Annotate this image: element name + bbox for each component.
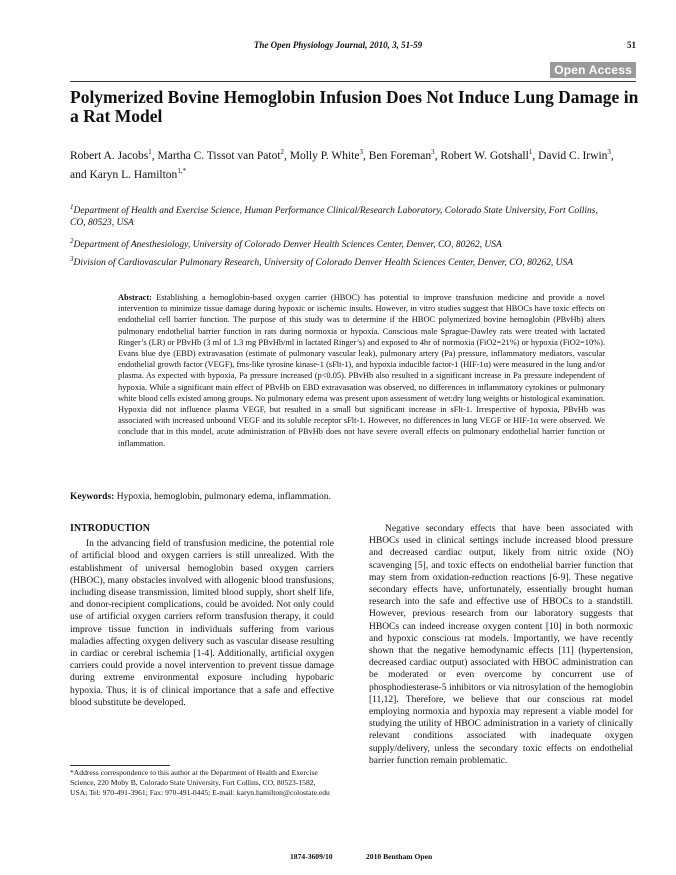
affiliation-2	[70, 235, 610, 251]
author: Ben Foreman	[368, 149, 432, 162]
paragraph: In the advancing field of transfusion medicine, the potential role of artificial blood and oxygen carriers is still unrealized. With the establishment of universal hemoglobin based oxygen carriers (HBOC), many obstacles involved with allogenic blood transfusions, including disease transmission, limited blood supply, short shelf life, and donor-recipient complications, could be avoided. Not only could use of artificial oxygen carriers reform transfusion therapy, it could improve tissue function in individuals suffering from various maladies affecting oxygen delivery such as vascular disease resulting in cardiac or cerebral ischemia [1-4]. Additionally, artificial oxygen carriers could provide a novel intervention to prevent tissue damage during extreme environmental exposure including hypobaric hypoxia. Thus, it is of clinical importance that a safe and effective blood substitute be developed.	[70, 539, 334, 708]
abstract-label: Abstract:	[118, 293, 152, 302]
author-affil-mark: 3	[431, 148, 435, 156]
footnote-rule	[70, 765, 170, 766]
paragraph: Negative secondary effects that have been associated with HBOCs used in clinical settings include increased blood pressure and decreased cardiac output, likely from nitric oxide (NO) scavenging [5], and toxic effects on endothelial barrier function that may stem from oxidation-reduction reactions [6-9]. These negative secondary effects have, unfortunately, essentially brought human research into the safe and effective use of HBOCs to a standstill. However, previous research from our laboratory suggests that HBOCs can indeed increase oxygen content [10] in both normoxic and hypoxic conscious rat models. Importantly, we have recently shown that the negative hemodynamic effects [11] (hypertension, decreased cardiac output) associated with HBOC administration can be moderated or even overcome by concurrent use of phosphodiesterase-5 inhibitors or via nitrosylation of the hemoglobin [11,12]. Therefore, we believe that our conscious rat model employing normoxia and hypoxia may represent a viable model for studying the utility of HBOC administration in a variety of clinically relevant conditions associated with inadequate oxygen supply/delivery, unless the secondary toxic effects on endothelial barrier function remain problematic.	[369, 524, 633, 766]
affiliation-1	[70, 201, 610, 229]
copyright: 2010 Bentham Open	[366, 852, 433, 861]
affiliation-mark: 3	[70, 255, 74, 263]
open-access-badge: Open Access	[550, 62, 636, 78]
author: Karyn L. Hamilton	[89, 168, 178, 181]
keywords	[70, 492, 630, 502]
keywords-label: Keywords:	[70, 492, 115, 502]
header-rule	[70, 81, 636, 82]
abstract-text: Establishing a hemoglobin-based oxygen carrier (HBOC) has potential to improve transfusion medicine and provide a novel intervention to minimize tissue damage during hypoxic or ischemic insults. However, in vitro studies suggest that HBOCs have toxic effects on endothelial cell barrier function. The purpose of this study was to determine if the HBOC polymerized bovine hemoglobin (PBvHb) alters pulmonary endothelial barrier function in rats during normoxia or hypoxia. Conscious male Sprague-Dawley rats were treated with lactated Ringer’s (LR) or PBvHb (3 ml of 1.3 mg PBvHb/ml in lactated Ringer’s) and exposed to 4hr of normoxia (FiO2=21%) or hypoxia (FiO2=10%). Evans blue dye (EBD) extravasation (estimate of pulmonary vascular leak), pulmonary artery (Pa) pressure, inflammatory mediators, vascular endothelial growth factor (VEGF), fms-like tyrosine kinase-1 (sFlt-1), and hypoxia inducible factor-1 (HIF-1α) were measured in the lung and/or plasma. As expected with hypoxia, Pa pressure increased (p<0.05). PBvHb also resulted in a significant increase in Pa pressure independent of hypoxia. While a significant main effect of PBvHb on EBD extravasation was observed, no differences in inflammatory cytokines or pulmonary white blood cells existed among groups. No pulmonary edema was present upon assessment of wet:dry lung weights or histological examination. Hypoxia did not influence plasma VEGF, but resulted in a small but significant increase in sFlt-1. Irrespective of hypoxia, PBvHb was associated with increased unbound VEGF and its soluble receptor sFlt-1. However, no differences in lung VEGF or HIF-1α were observed. We conclude that in this model, acute administration of PBvHb does not have severe overall effects on pulmonary endothelial barrier function or inflammation.	[118, 293, 605, 448]
author-affil-mark: 1	[148, 148, 152, 156]
author-affil-mark: 1,*	[177, 166, 187, 175]
affiliation-text: Division of Cardiovascular Pulmonary Research, University of Colorado Denver Health Sciences Center, Denver, CO, 80262, USA	[73, 258, 574, 269]
author: Robert W. Gotshall	[440, 149, 529, 162]
author-affil-mark: 3	[359, 148, 364, 156]
author: Molly P. White	[289, 149, 360, 162]
column-right	[369, 523, 633, 767]
author: Martha C. Tissot van Patot	[157, 149, 281, 162]
affiliation-text: Department of Anesthesiology, University of Colorado Denver Health Sciences Center, Denver, CO, 80262, USA	[73, 240, 502, 251]
affiliation-text: Department of Health and Exercise Science, Human Performance Clinical/Research Laboratory, Colorado State University, Fort Collins, CO, 80523, USA	[70, 206, 598, 229]
page-number: 51	[627, 40, 636, 50]
issn: 1874-3609/10	[290, 852, 333, 861]
running-header	[0, 40, 676, 54]
article-title: Polymerized Bovine Hemoglobin Infusion Does Not Induce Lung Damage in a Rat Model	[70, 87, 639, 126]
affiliation-mark: 2	[70, 237, 74, 245]
author-affil-mark: 2	[280, 148, 285, 156]
affiliation-mark: 1	[70, 203, 74, 211]
author-affil-mark: 1	[528, 148, 533, 156]
correspondence-footnote: *Address correspondence to this author at the Department of Health and Exercise Science, 220 Moby B, Colorado State University, Fort Collins, CO, 80523-1582, USA; Tel: 970-491-3961; Fax: 970-491-0445; E-mail: karyn.hamilton@colostate.edu	[70, 768, 330, 797]
affiliation-3	[70, 253, 610, 269]
author-affil-mark: 3	[607, 148, 611, 156]
section-heading: INTRODUCTION	[70, 523, 151, 534]
keywords-text: Hypoxia, hemoglobin, pulmonary edema, inflammation.	[116, 492, 331, 502]
column-left	[70, 523, 334, 709]
journal-reference: The Open Physiology Journal, 2010, 3, 51-59	[253, 40, 423, 50]
author: Robert A. Jacobs	[70, 149, 149, 162]
abstract	[118, 292, 605, 449]
author-list: Robert A. Jacobs$^1$, Martha C. Tissot van Patot$^2$, Molly P. White$^3$, Ben Foreman$^3$, Robert W. Gotshall$^1$, David C. Irwin$^3$, and Karyn L. Hamilton$^{1,*}$	[70, 148, 614, 181]
author: David C. Irwin	[538, 149, 608, 162]
